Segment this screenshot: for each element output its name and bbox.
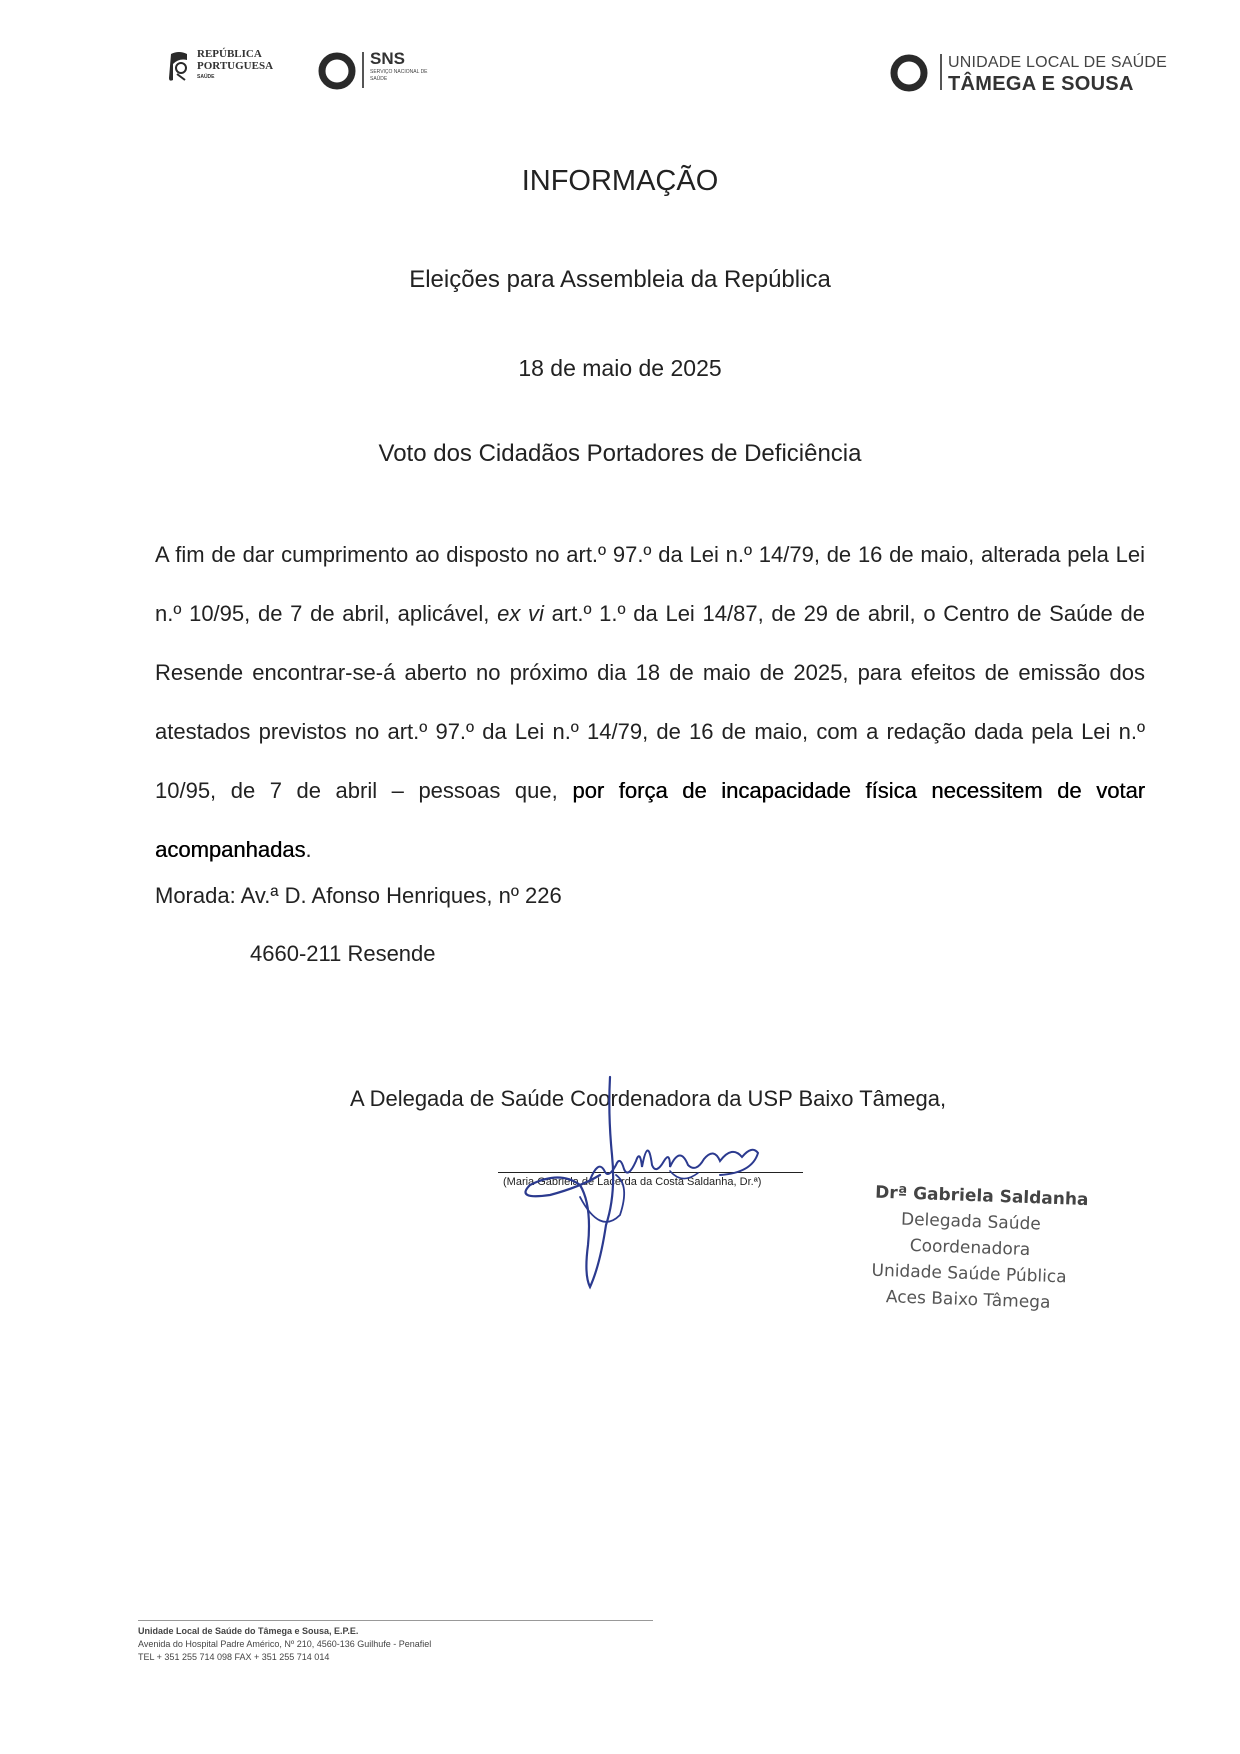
body-part2: art.º 1.º da Lei 14/87, de 29 de abril, o Centro de Saúde de Resende encontrar-se-á aberto no próximo dia 18 de maio de 2025, para efeitos de emissão dos atestados previstos no art.º 97.º da Lei n.º 14/79, de 16 de maio, com a redação dada pela Lei n.º 10/95, de 7 de abril – pessoas que, (155, 601, 1145, 803)
footer-line2: Avenida do Hospital Padre Américo, Nº 210, 4560-136 Guilhufe - Penafiel (138, 1639, 432, 1649)
handwritten-signature (520, 1075, 780, 1290)
republica-portuguesa-logo (165, 48, 285, 94)
footer (138, 1625, 431, 1664)
rp-sub: SAÚDE (197, 74, 215, 80)
document-subtitle: Eleições para Assembleia da República (409, 266, 831, 293)
signature-intro: A Delegada de Saúde Coordenadora da USP Baixo Tâmega, (350, 1086, 947, 1111)
document-subject: Voto dos Cidadãos Portadores de Deficiência (378, 440, 862, 467)
body-part1: A fim de dar cumprimento ao disposto no art.º 97.º da Lei n.º 14/79, de 16 de maio, alterada pela Lei n.º 10/95, de 7 de abril, aplicável, (155, 542, 1145, 626)
sns-ring-icon (318, 52, 356, 90)
stamp-line3: Unidade Saúde Pública (871, 1260, 1067, 1288)
stamp-line2: Delegada Saúde Coordenadora (900, 1209, 1042, 1261)
footer-line1: Unidade Local de Saúde do Tâmega e Sousa, E.P.E. (138, 1626, 359, 1636)
uls-divider (940, 54, 942, 90)
footer-line3: TEL + 351 255 714 098 FAX + 351 255 714 014 (138, 1652, 330, 1662)
rp-line2: PORTUGUESA (197, 60, 274, 72)
uls-ring-icon (890, 54, 928, 92)
document-title: INFORMAÇÃO (521, 165, 719, 197)
signature-name: (Maria Gabriela de Lacerda da Costa Saldanha, Dr.ª) (503, 1176, 762, 1188)
uls-line1: UNIDADE LOCAL DE SAÚDE (948, 54, 1167, 71)
rp-line1: REPÚBLICA (197, 48, 262, 60)
body-paragraph (155, 525, 1145, 879)
sns-title: SNS (370, 49, 405, 68)
address-line2: 4660-211 Resende (250, 941, 436, 966)
body-bold: por força de incapacidade física necessitem de votar acompanhadas (155, 778, 1145, 862)
republica-text (197, 48, 273, 82)
uls-tamega-sousa-logo (890, 50, 1167, 96)
stamp-line4: Aces Baixo Tâmega (885, 1287, 1051, 1313)
document-date: 18 de maio de 2025 (518, 355, 722, 381)
republica-emblem-icon (165, 50, 193, 86)
stamp-line1: Drª Gabriela Saldanha (874, 1182, 1089, 1211)
sns-divider (362, 52, 364, 88)
official-stamp (838, 1179, 1102, 1318)
sns-logo (318, 50, 448, 92)
body-italic: ex vi (497, 601, 544, 626)
address-line1: Morada: Av.ª D. Afonso Henriques, nº 226 (155, 883, 562, 908)
body-end: . (305, 837, 312, 862)
uls-line2: TÂMEGA E SOUSA (948, 73, 1134, 95)
footer-rule (138, 1620, 653, 1621)
sns-subtitle: SERVIÇO NACIONAL DE SAÚDE (370, 69, 428, 82)
